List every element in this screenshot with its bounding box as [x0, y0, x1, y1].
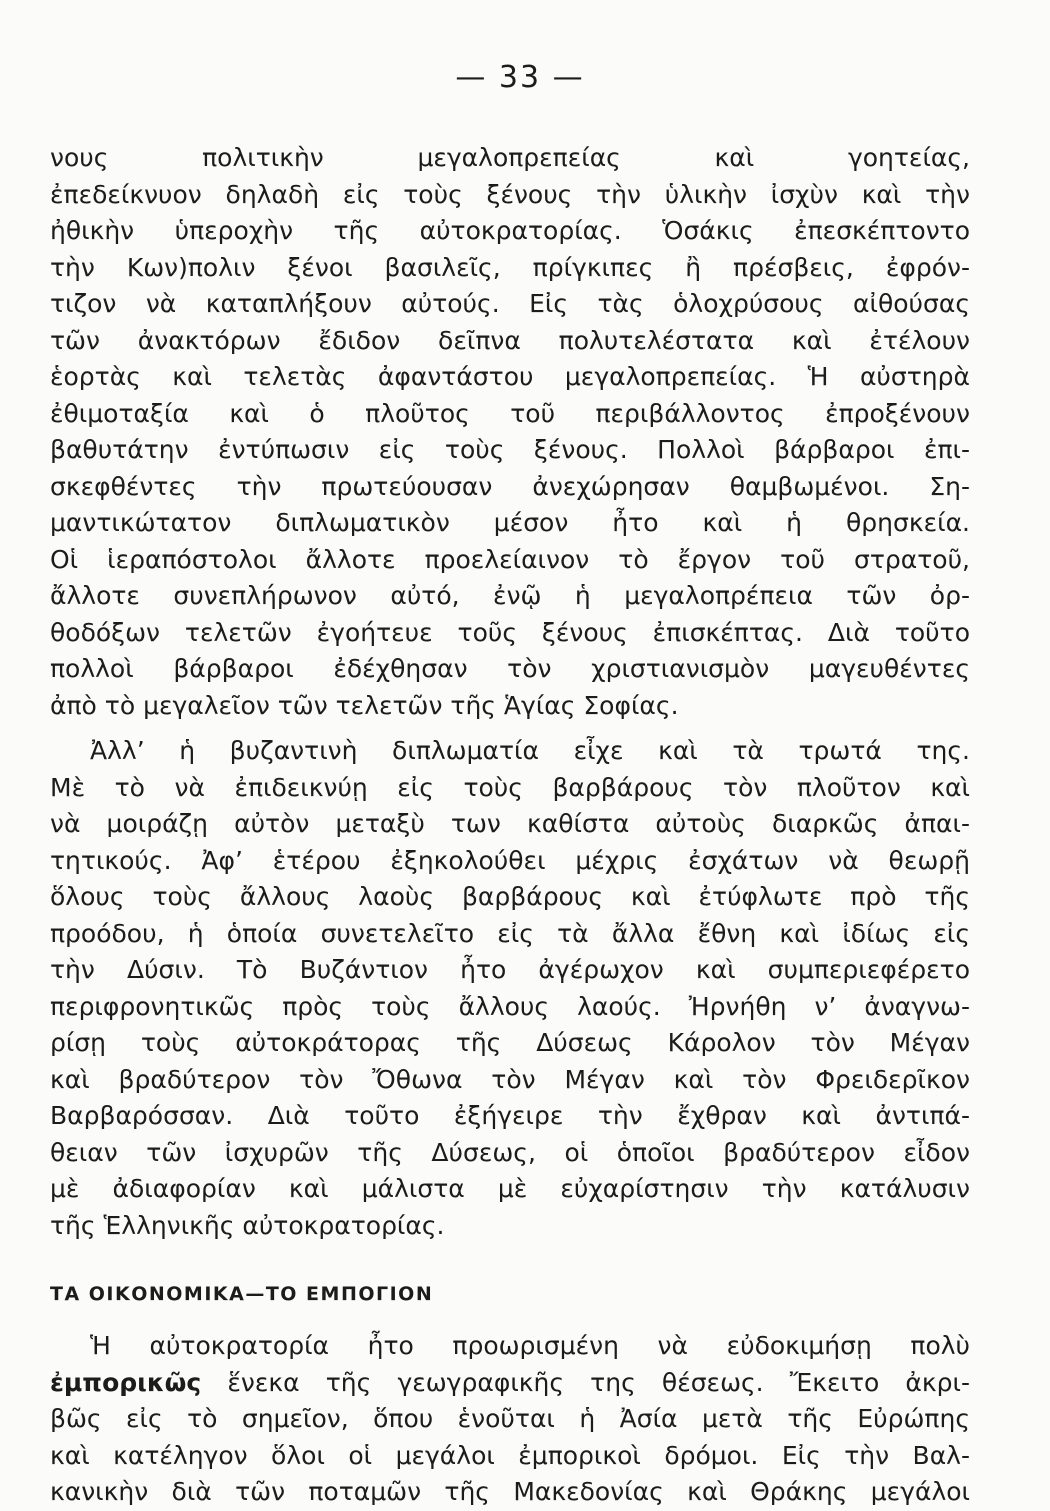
text-line: Ἀλλ’ ἡ βυζαντινὴ διπλωματία εἶχε καὶ τὰ τρωτά της.	[90, 736, 970, 765]
text-line: νους πολιτικὴν μεγαλοπρεπείας καὶ γοητείας,	[50, 143, 970, 172]
text-line: καὶ κατέληγον ὅλοι οἱ μεγάλοι ἐμπορικοὶ δρόμοι. Εἰς τὴν Βαλ-	[50, 1440, 970, 1470]
text-line: ἠθικὴν ὑπεροχὴν τῆς αὐτοκρατορίας. Ὁσάκις ἐπεσκέπτοντο	[50, 216, 970, 245]
text-line: ἐθιμοταξία καὶ ὁ πλοῦτος τοῦ περιβάλλοντος ἐπροξένουν	[50, 398, 970, 428]
text-line: ρίσῃ τοὺς αὐτοκράτορας τῆς Δύσεως Κάρολον τὸν Μέγαν	[50, 1028, 970, 1057]
text-line: καὶ βραδύτερον τὸν Ὄθωνα τὸν Μέγαν καὶ τὸν Φρειδερῖκον	[50, 1064, 970, 1094]
text-line: τῶν ἀνακτόρων ἔδιδον δεῖπνα πολυτελέστατα καὶ ἐτέλουν	[50, 325, 970, 355]
text-line: τῆς Ἑλληνικῆς αὐτοκρατορίας.	[50, 1210, 445, 1240]
paragraph-3	[50, 1328, 970, 1511]
text-line: βῶς εἰς τὸ σημεῖον, ὅπου ἑνοῦται ἡ Ἀσία μετὰ τῆς Εὐρώπης	[50, 1404, 970, 1433]
text-line: κανικὴν διὰ τῶν ποταμῶν τῆς Μακεδονίας καὶ Θράκης μεγάλοι	[50, 1477, 970, 1506]
text-line: ἀπὸ τὸ μεγαλεῖον τῶν τελετῶν τῆς Ἁγίας Σοφίας.	[50, 690, 679, 720]
text-line: μαντικώτατον διπλωματικὸν μέσον ἦτο καὶ ἡ θρησκεία.	[50, 508, 970, 537]
text-line: ἑορτὰς καὶ τελετὰς ἀφαντάστου μεγαλοπρεπείας. Ἡ αὐστηρὰ	[50, 362, 970, 391]
text-line: Βαρβαρόσσαν. Διὰ τοῦτο ἐξήγειρε τὴν ἔχθραν καὶ ἀντιπά-	[50, 1101, 970, 1130]
text-line: θειαν τῶν ἰσχυρῶν τῆς Δύσεως, οἱ ὁποῖοι βραδύτερον εἶδον	[50, 1137, 970, 1167]
text-line-rest: ἕνεκα τῆς γεωγραφικῆς της θέσεως. Ἔκειτο ἀκρι-	[201, 1367, 970, 1397]
text-line-with-bold	[50, 1365, 970, 1402]
page-number: — 33 —	[455, 60, 585, 95]
section-heading: ΤΑ ΟΙΚΟΝΟΜΙΚΑ—ΤΟ ΕΜΠΟΓΙΟΝ	[50, 1283, 434, 1305]
text-line: τὴν Δύσιν. Τὸ Βυζάντιον ἦτο ἀγέρωχον καὶ συμπεριεφέρετο	[50, 955, 970, 984]
text-line: βαθυτάτην ἐντύπωσιν εἰς τοὺς ξένους. Πολλοὶ βάρβαροι ἐπι-	[50, 435, 970, 464]
text-line: τιζον νὰ καταπλήξουν αὐτούς. Εἰς τὰς ὁλοχρύσους αἰθούσας	[50, 289, 970, 318]
text-line: Ἡ αὐτοκρατορία ἦτο προωρισμένη νὰ εὐδοκιμήσῃ πολὺ	[90, 1331, 970, 1360]
text-line: τητικούς. Ἀφ’ ἑτέρου ἐξηκολούθει μέχρις ἐσχάτων νὰ θεωρῇ	[50, 845, 970, 875]
text-line: σκεφθέντες τὴν πρωτεύουσαν ἀνεχώρησαν θαμβωμένοι. Ση-	[50, 471, 970, 501]
text-line: μὲ ἀδιαφορίαν καὶ μάλιστα μὲ εὐχαρίστησιν τὴν κατάλυσιν	[50, 1174, 970, 1203]
text-line: τὴν Κων)πολιν ξένοι βασιλεῖς, πρίγκιπες ἢ πρέσβεις, ἐφρόν-	[50, 252, 970, 282]
text-line: περιφρονητικῶς πρὸς τοὺς ἄλλους λαούς. Ἠρνήθη ν’ ἀναγνω-	[50, 991, 970, 1021]
text-line: ἄλλοτε συνεπλήρωνον αὐτό, ἐνῷ ἡ μεγαλοπρέπεια τῶν ὀρ-	[50, 581, 970, 610]
text-line: προόδου, ἡ ὁποία συνετελεῖτο εἰς τὰ ἄλλα ἔθνη καὶ ἰδίως εἰς	[50, 918, 970, 948]
text-line: ὅλους τοὺς ἄλλους λαοὺς βαρβάρους καὶ ἐτύφλωτε πρὸ τῆς	[50, 882, 970, 911]
text-line: πολλοὶ βάρβαροι ἐδέχθησαν τὸν χριστιανισμὸν μαγευθέντες	[50, 654, 970, 683]
text-line: Οἱ ἱεραπόστολοι ἄλλοτε προελείαινον τὸ ἔργον τοῦ στρατοῦ,	[50, 544, 970, 574]
paragraph-2	[50, 733, 970, 1244]
paragraph-1	[50, 140, 970, 724]
text-line: νὰ μοιράζῃ αὐτὸν μεταξὺ των καθίστα αὐτοὺς διαρκῶς ἀπαι-	[50, 809, 970, 838]
text-line: Μὲ τὸ νὰ ἐπιδεικνύῃ εἰς τοὺς βαρβάρους τὸν πλοῦτον καὶ	[50, 772, 970, 802]
text-line: θοδόξων τελετῶν ἐγοήτευε τοῦς ξένους ἐπισκέπτας. Διὰ τοῦτο	[50, 617, 970, 647]
bold-word: ἐμπορικῶς	[50, 1367, 202, 1397]
text-line: ἐπεδείκνυον δηλαδὴ εἰς τοὺς ξένους τὴν ὑλικὴν ἰσχὺν καὶ τὴν	[50, 179, 970, 209]
